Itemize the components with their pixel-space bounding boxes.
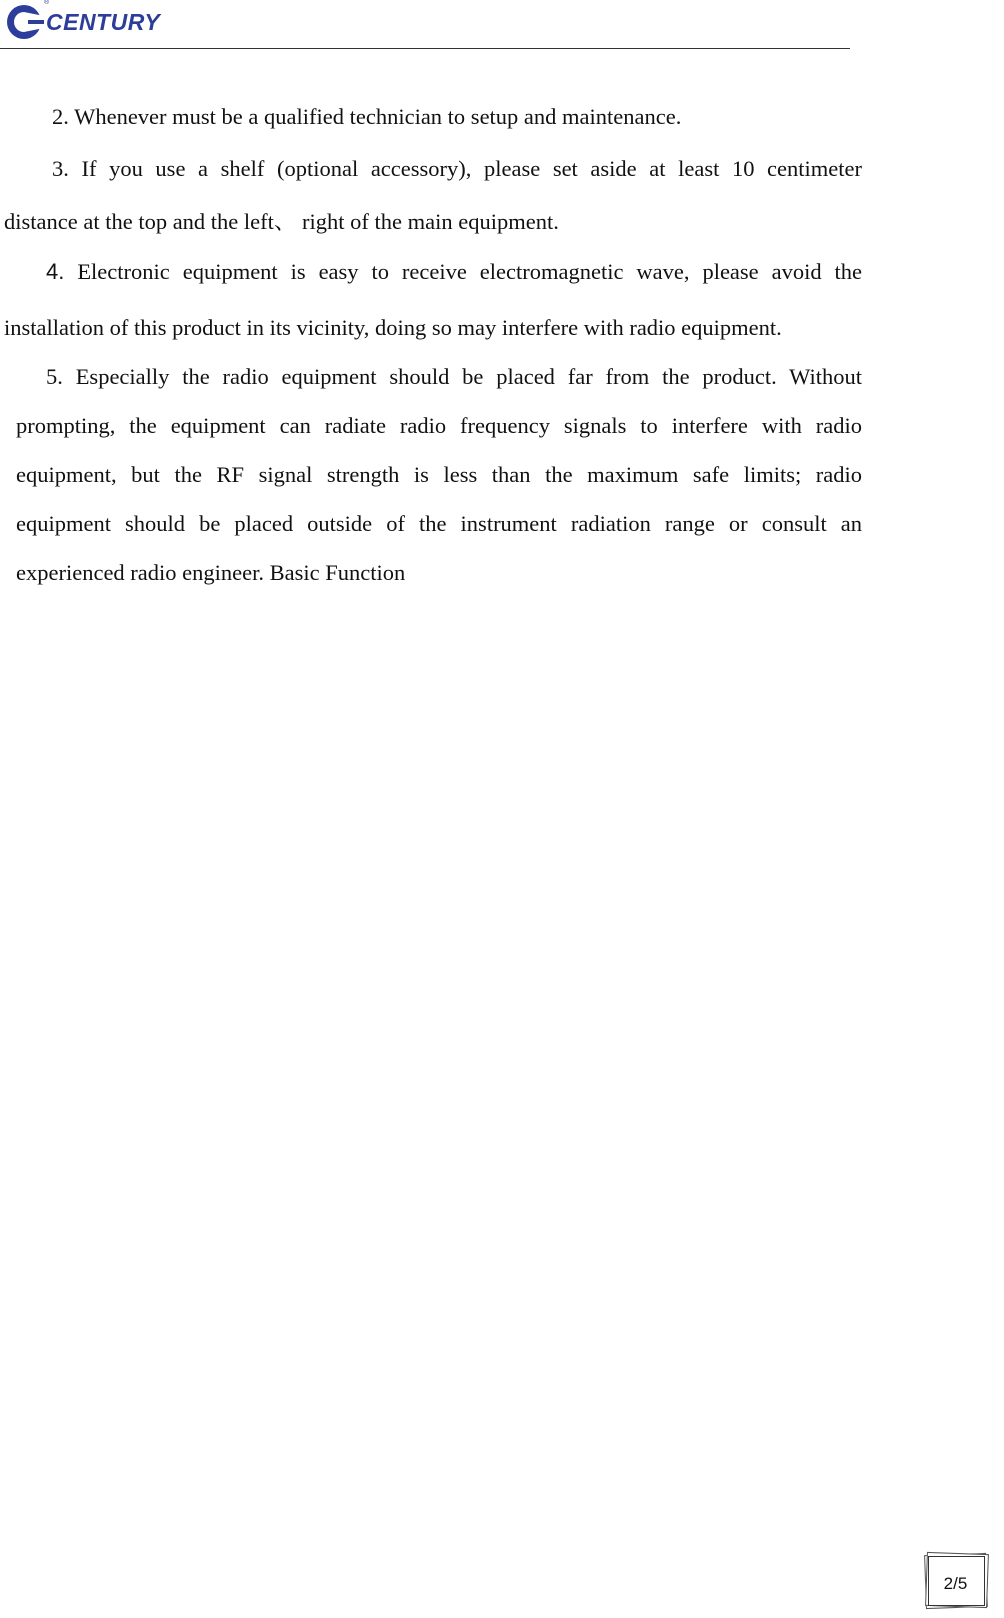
registered-mark: ® xyxy=(44,0,50,6)
item-5-line-3: equipment, but the RF signal strength is less than the maximum safe limits; radio xyxy=(16,462,862,487)
item-5-line-4: equipment should be placed outside of the instrument radiation range or consult an xyxy=(16,511,862,536)
page-number: 2/5 xyxy=(943,1574,968,1593)
century-logo xyxy=(4,0,160,42)
logo-text: CENTURY xyxy=(46,8,161,35)
item-4-line-1-text: Electronic equipment is easy to receive electromagnetic wave, please avoid the xyxy=(77,259,863,284)
page-header xyxy=(0,0,850,49)
item-5-line-1: 5. Especially the radio equipment should be placed far from the product. Without xyxy=(46,364,862,389)
century-logo-icon xyxy=(4,1,44,41)
item-4-line-2: installation of this product in its vicinity, doing so may interfere with radio equipment. xyxy=(4,315,782,340)
item-3-line-1: 3. If you use a shelf (optional accessory), please set aside at least 10 centimeter xyxy=(52,156,862,181)
item-5-line-5: experienced radio engineer. Basic Function xyxy=(16,560,406,585)
item-4-number: 4. xyxy=(46,259,65,284)
item-4-line-1 xyxy=(46,257,862,287)
page-number-badge xyxy=(923,1550,989,1610)
item-5-line-2: prompting, the equipment can radiate radio frequency signals to interfere with radio xyxy=(16,413,862,438)
item-3-line-2: distance at the top and the left、 right of the main equipment. xyxy=(4,209,559,234)
item-2-text: 2. Whenever must be a qualified technician to setup and maintenance. xyxy=(52,104,682,129)
